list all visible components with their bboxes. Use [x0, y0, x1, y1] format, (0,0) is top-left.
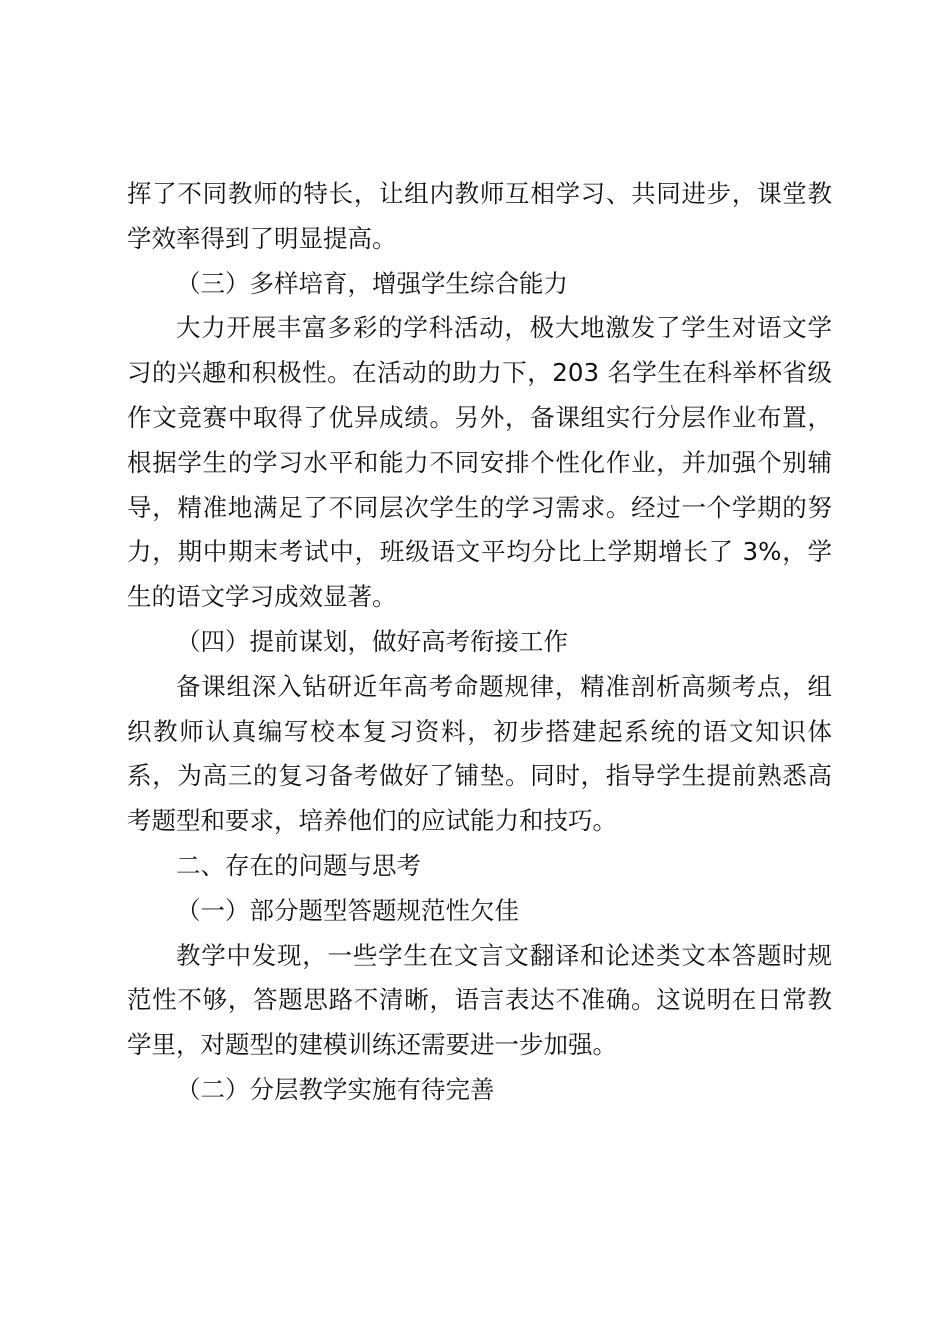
paragraph-student-activities: 大力开展丰富多彩的学科活动，极大地激发了学生对语文学习的兴趣和积极性。在活动的助力下，203 名学生在科举杯省级作文竞赛中取得了优异成绩。另外，备课组实行分层作业布置，根据学生的学习水平和能力不同安排个性化作业，并加强个别辅导，精准地满足了不同层次学生的学习需求。经过一个学期的努力，期中期末考试中，班级语文平均分比上学期增长了 3%，学生的语文学习成效显著。	[127, 313, 832, 612]
paragraph-continued-text: 挥了不同教师的特长，让组内教师互相学习、共同进步，课堂教学效率得到了明显提高。	[127, 179, 832, 253]
document-body	[127, 172, 832, 1113]
section-heading-problem-2: （二）分层教学实施有待完善	[176, 1074, 495, 1104]
paragraph-exam-preparation: 备课组深入钻研近年高考命题规律，精准剖析高频考点，组织教师认真编写校本复习资料，初步搭建起系统的语文知识体系，为高三的复习备考做好了铺垫。同时，指导学生提前熟悉高考题型和要求，培养他们的应试能力和技巧。	[127, 671, 832, 836]
chapter-heading-problems: 二、存在的问题与思考	[176, 850, 421, 880]
paragraph-problem-1: 教学中发现，一些学生在文言文翻译和论述类文本答题时规范性不够，答题思路不清晰，语言表达不准确。这说明在日常教学里，对题型的建模训练还需要进一步加强。	[127, 940, 832, 1060]
section-heading-problem-1: （一）部分题型答题规范性欠佳	[176, 895, 519, 925]
section-heading-4: （四）提前谋划，做好高考衔接工作	[176, 626, 568, 656]
section-heading-3: （三）多样培育，增强学生综合能力	[176, 268, 568, 298]
